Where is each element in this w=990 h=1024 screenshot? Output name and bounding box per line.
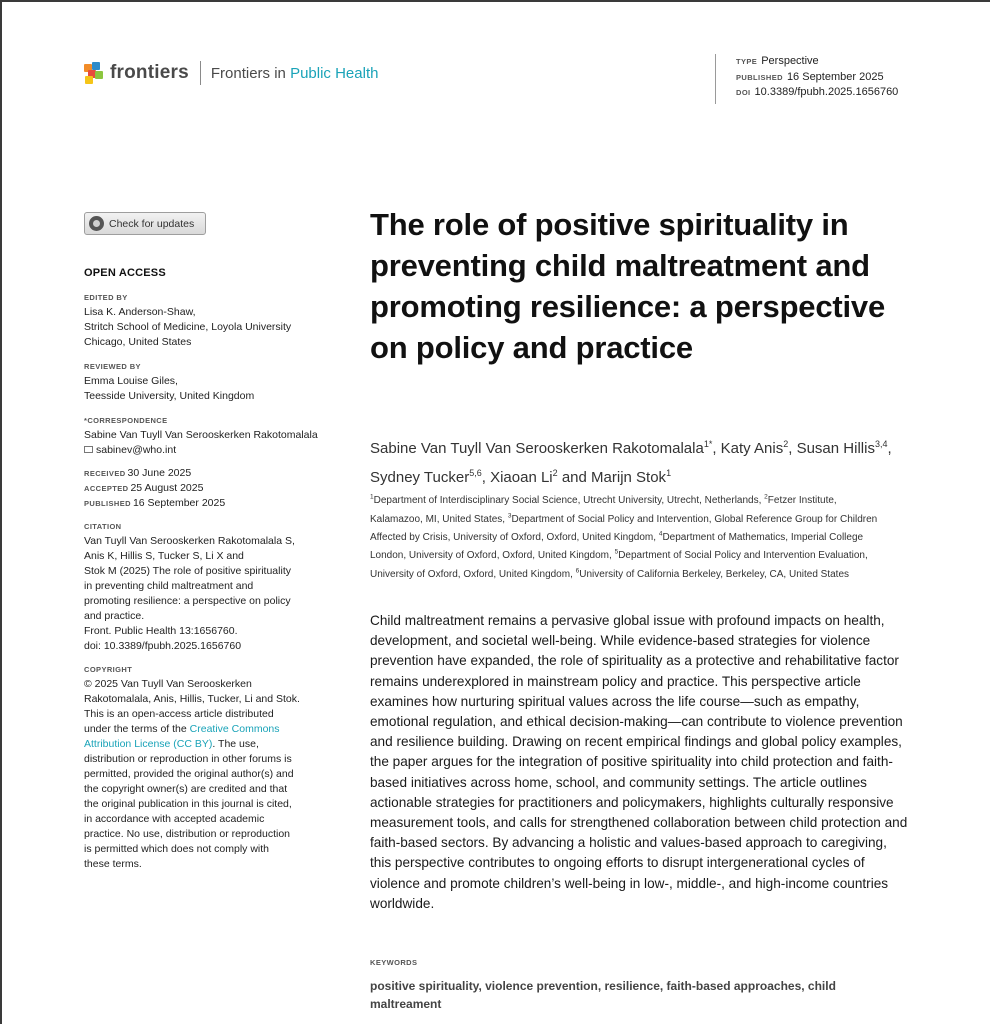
- meta-type: TYPE Perspective: [736, 55, 819, 67]
- copyright-line: is permitted which does not comply with: [84, 843, 269, 855]
- citation-line: promoting resilience: a perspective on policy: [84, 595, 291, 607]
- affiliations: [370, 490, 890, 582]
- article-meta: [715, 54, 898, 104]
- copyright-line: Rakotomalala, Anis, Hillis, Tucker, Li and Stok.: [84, 693, 300, 705]
- copyright-line: these terms.: [84, 858, 142, 870]
- editor-line: Lisa K. Anderson-Shaw,: [84, 306, 196, 318]
- reviewed-by-section: REVIEWED BY Emma Louise Giles, Teesside University, United Kingdom: [84, 362, 334, 404]
- editor-line: Chicago, United States: [84, 336, 192, 348]
- edited-by-section: EDITED BY Lisa K. Anderson-Shaw, Stritch School of Medicine, Loyola University Chicago, United States: [84, 293, 334, 350]
- copyright-line: © 2025 Van Tuyll Van Serooskerken: [84, 678, 252, 690]
- license-link-cont[interactable]: Attribution License (CC BY): [84, 738, 213, 750]
- affiliation: $^1$Department of Interdisciplinary Social Science, Utrecht University, Utrecht, Netherlands,: [370, 494, 765, 507]
- author[interactable]: Xiaoan Li$^2$: [490, 468, 558, 486]
- journal-name: Frontiers in Public Health: [210, 64, 379, 82]
- mail-icon: [84, 446, 93, 453]
- copyright-line: the original publication in this journal is cited,: [84, 798, 292, 810]
- author[interactable]: Marijn Stok$^1$: [591, 468, 672, 486]
- license-link[interactable]: Creative Commons: [189, 723, 280, 735]
- dates-section: RECEIVED 30 June 2025 ACCEPTED 25 August 2025 PUBLISHED 16 September 2025: [84, 467, 226, 509]
- author[interactable]: Sabine Van Tuyll Van Serooskerken Rakotomalala$^{1*}$: [370, 439, 713, 457]
- copyright-line: the copyright owner(s) are credited and that: [84, 783, 288, 795]
- reviewer-line: Teesside University, United Kingdom: [84, 390, 255, 402]
- journal-header[interactable]: [84, 61, 378, 85]
- affiliation: $^2$Fetzer Institute, Kalamazoo, MI, United States,: [370, 494, 837, 525]
- affiliation: $^3$Department of Social Policy and Intervention, Global Reference Group for Children Affected by Crisis, University of Oxford, Oxford, United Kingdom,: [370, 512, 878, 543]
- reviewer-line: Emma Louise Giles,: [84, 375, 178, 387]
- header-divider: [200, 61, 201, 85]
- citation-line: and practice.: [84, 610, 145, 622]
- article-title: The role of positive spirituality in preventing child maltreatment and promoting resilience: a perspective on policy and practice: [370, 207, 886, 365]
- check-for-updates-button[interactable]: Check for updates: [84, 212, 206, 235]
- citation-line: Stok M (2025) The role of positive spirituality: [84, 565, 291, 577]
- citation-line: in preventing child maltreatment and: [84, 580, 254, 592]
- correspondence-section: *CORRESPONDENCE Sabine Van Tuyll Van Serooskerken Rakotomalala sabinev@who.int: [84, 416, 318, 456]
- author[interactable]: Katy Anis$^2$: [720, 439, 789, 457]
- keywords-label: KEYWORDS: [370, 958, 418, 967]
- copyright-line: distribution or reproduction in other forums is: [84, 753, 292, 765]
- meta-published: PUBLISHED 16 September 2025: [736, 70, 884, 83]
- affiliation: $^5$Department of Social Policy and Intervention Evaluation, University of Oxford, Oxford, United Kingdom,: [370, 548, 868, 580]
- abstract: Child maltreatment remains a pervasive global issue with profound impacts on health, development, and societal well-being. While evidence-based strategies for violence prevention have expanded, the role of spirituality as a protective and rehabilitative factor remains underexplored in mainstream policy and practice. This perspective article examines how nurturing spiritual values across the life course—such as empathy, emotional regulation, and ethical decision-making—can contribute to violence prevention and resilience building. Drawing on recent empirical findings and global policy examples, the paper argues for the integration of positive spirituality into child protection and faith-based initiatives across home, school, and community settings. The article outlines actionable strategies for practitioners and policymakers, highlights culturally responsive measurement tools, and calls for strengthened collaboration between child protection and faith-based sectors. By advancing a holistic and values-based approach to caregiving, this perspective contributes to ongoing efforts to disrupt intergenerational cycles of violence and promote children’s well-being in low-, middle-, and high-income countries worldwide.: [370, 613, 908, 911]
- correspondence-email[interactable]: sabinev@who.int: [96, 444, 177, 456]
- editor-line: Stritch School of Medicine, Loyola University: [84, 321, 292, 333]
- meta-doi: DOI 10.3389/fpubh.2025.1656760: [736, 86, 899, 98]
- frontiers-logo-icon: [84, 62, 104, 84]
- author-list: Sabine Van Tuyll Van Serooskerken Rakotomalala$^{1*}$, Katy Anis$^2$, Susan Hillis$^{3,4}$, Sydney Tucker$^{5,6}$, Xiaoan Li$^2$ and Marijn Stok$^1$: [370, 439, 892, 486]
- copyright-section: COPYRIGHT © 2025 Van Tuyll Van Serooskerken Rakotomalala, Anis, Hillis, Tucker, Li and Stok. This is an open-access article distributed under the terms of the Creative Commons Attribution License (CC BY). The use, distribution or reproduction in other forums is permitted, provided the original author(s) and the copyright owner(s) are credited and that the original publication in this journal is cited, in accordance with accepted academic practice. No use, distribution or reproduction is permitted which does not comply with these terms.: [84, 665, 334, 872]
- author[interactable]: Susan Hillis$^{3,4}$: [796, 439, 888, 457]
- copyright-line: permitted, provided the original author(s) and: [84, 768, 294, 780]
- citation-line: Anis K, Hillis S, Tucker S, Li X and: [84, 550, 244, 562]
- copyright-line: practice. No use, distribution or reproduction: [84, 828, 291, 840]
- citation-section: CITATION Van Tuyll Van Serooskerken Rakotomalala S, Anis K, Hillis S, Tucker S, Li X and Stok M (2025) The role of positive spirituality in preventing child maltreatment and promoting resilience: a perspective on policy and practice. Front. Public Health 13:1656760. doi: 10.3389/fpubh.2025.1656760: [84, 522, 334, 654]
- citation-line: Van Tuyll Van Serooskerken Rakotomalala S,: [84, 535, 295, 547]
- copyright-line: This is an open-access article distributed: [84, 708, 274, 720]
- brand-name: frontiers: [110, 62, 189, 83]
- crossmark-icon: [89, 216, 104, 231]
- author[interactable]: Sydney Tucker$^{5,6}$: [370, 468, 482, 486]
- keywords: positive spirituality, violence prevention, resilience, faith-based approaches, child maltreament: [370, 979, 836, 1011]
- open-access-label: OPEN ACCESS: [84, 267, 166, 279]
- copyright-line: in accordance with accepted academic: [84, 813, 265, 825]
- affiliation: $^4$Department of Mathematics, Imperial College London, University of Oxford, Oxford, United Kingdom,: [370, 530, 864, 562]
- affiliation: $^6$University of California Berkeley, Berkeley, CA, United States: [575, 567, 850, 580]
